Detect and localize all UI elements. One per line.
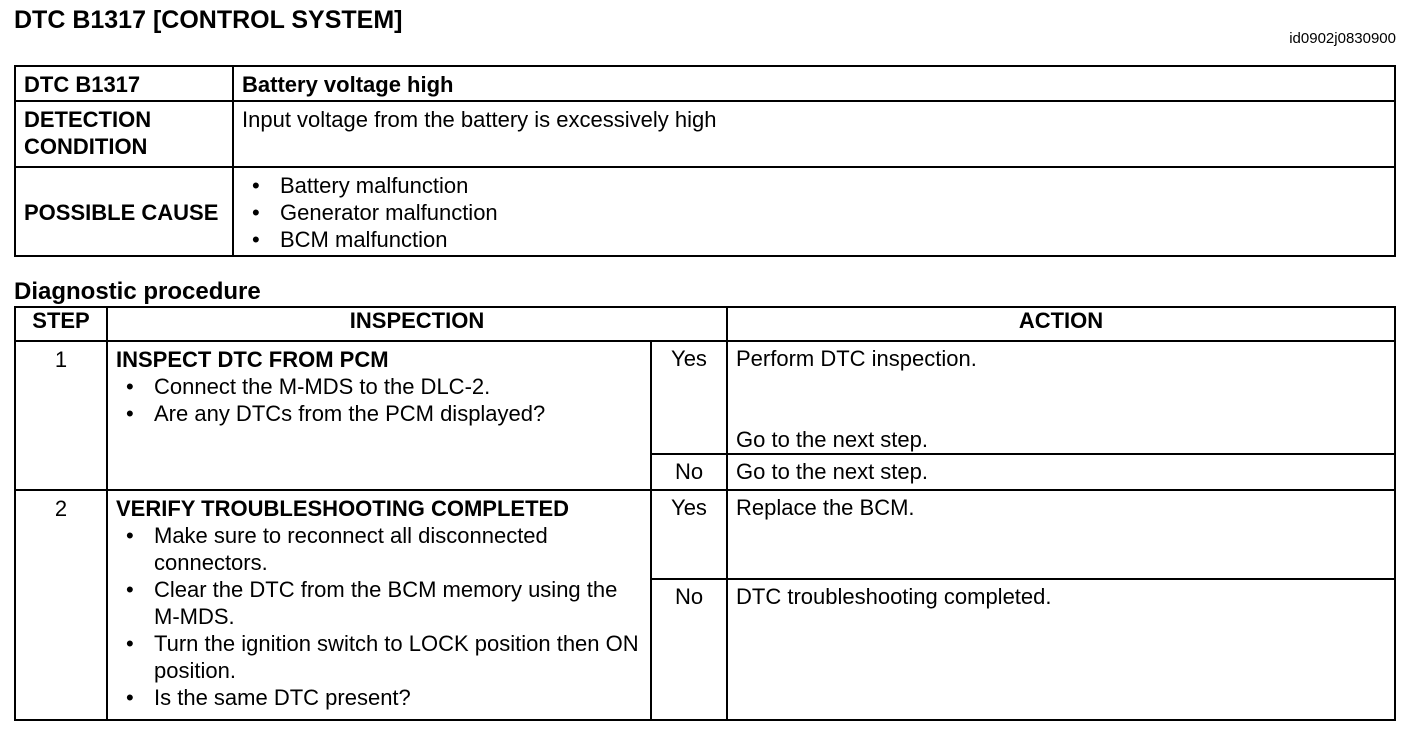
cause-item: • BCM malfunction: [242, 226, 1386, 253]
yes-action-text-2: Go to the next step.: [736, 427, 929, 452]
inspection-item: • Is the same DTC present?: [116, 684, 642, 711]
dtc-label: DTC B1317: [15, 66, 233, 101]
inspection-item: • Clear the DTC from the BCM memory using the M-MDS.: [116, 576, 642, 630]
step-inspection: [107, 341, 651, 490]
inspection-header: INSPECTION: [107, 307, 727, 341]
no-action: Go to the next step.: [727, 454, 1395, 490]
diagnostic-procedure-table: [14, 306, 1396, 721]
cause-list: [242, 172, 1386, 253]
yes-action: [727, 341, 1395, 454]
inspection-list: [116, 522, 642, 711]
inspection-item: • Connect the M-MDS to the DLC-2.: [116, 373, 642, 400]
step-inspection: [107, 490, 651, 720]
dtc-info-table: [14, 65, 1396, 257]
step-number: 1: [15, 341, 107, 490]
dtc-value: Battery voltage high: [233, 66, 1395, 101]
yes-action: Replace the BCM.: [727, 490, 1395, 579]
section-title: Diagnostic procedure: [14, 278, 261, 305]
page-title: DTC B1317 [CONTROL SYSTEM]: [14, 6, 403, 34]
inspection-item: • Make sure to reconnect all disconnected connectors.: [116, 522, 642, 576]
inspection-item: • Are any DTCs from the PCM displayed?: [116, 400, 642, 427]
cause-item: • Generator malfunction: [242, 199, 1386, 226]
no-label: No: [651, 579, 727, 720]
action-header: ACTION: [727, 307, 1395, 341]
document-id: id0902j0830900: [1289, 30, 1396, 47]
inspection-title: VERIFY TROUBLESHOOTING COMPLETED: [116, 496, 570, 521]
step-2-yes-row: [15, 490, 1395, 579]
yes-action-text: Perform DTC inspection.: [736, 346, 977, 371]
cause-list-cell: [233, 167, 1395, 256]
no-label: No: [651, 454, 727, 490]
no-action: DTC troubleshooting completed.: [727, 579, 1395, 720]
procedure-header-row: [15, 307, 1395, 341]
yes-label: Yes: [651, 341, 727, 454]
step-number: 2: [15, 490, 107, 720]
dtc-row: [15, 66, 1395, 101]
cause-label: POSSIBLE CAUSE: [15, 167, 233, 256]
detection-row: [15, 101, 1395, 167]
detection-value: Input voltage from the battery is excessively high: [233, 101, 1395, 167]
cause-item: • Battery malfunction: [242, 172, 1386, 199]
inspection-list: [116, 373, 642, 427]
step-header: STEP: [15, 307, 107, 341]
detection-label: DETECTION CONDITION: [15, 101, 233, 167]
cause-row: [15, 167, 1395, 256]
yes-label: Yes: [651, 490, 727, 579]
inspection-item: • Turn the ignition switch to LOCK position then ON position.: [116, 630, 642, 684]
step-1-yes-row: [15, 341, 1395, 454]
inspection-title: INSPECT DTC FROM PCM: [116, 347, 389, 372]
